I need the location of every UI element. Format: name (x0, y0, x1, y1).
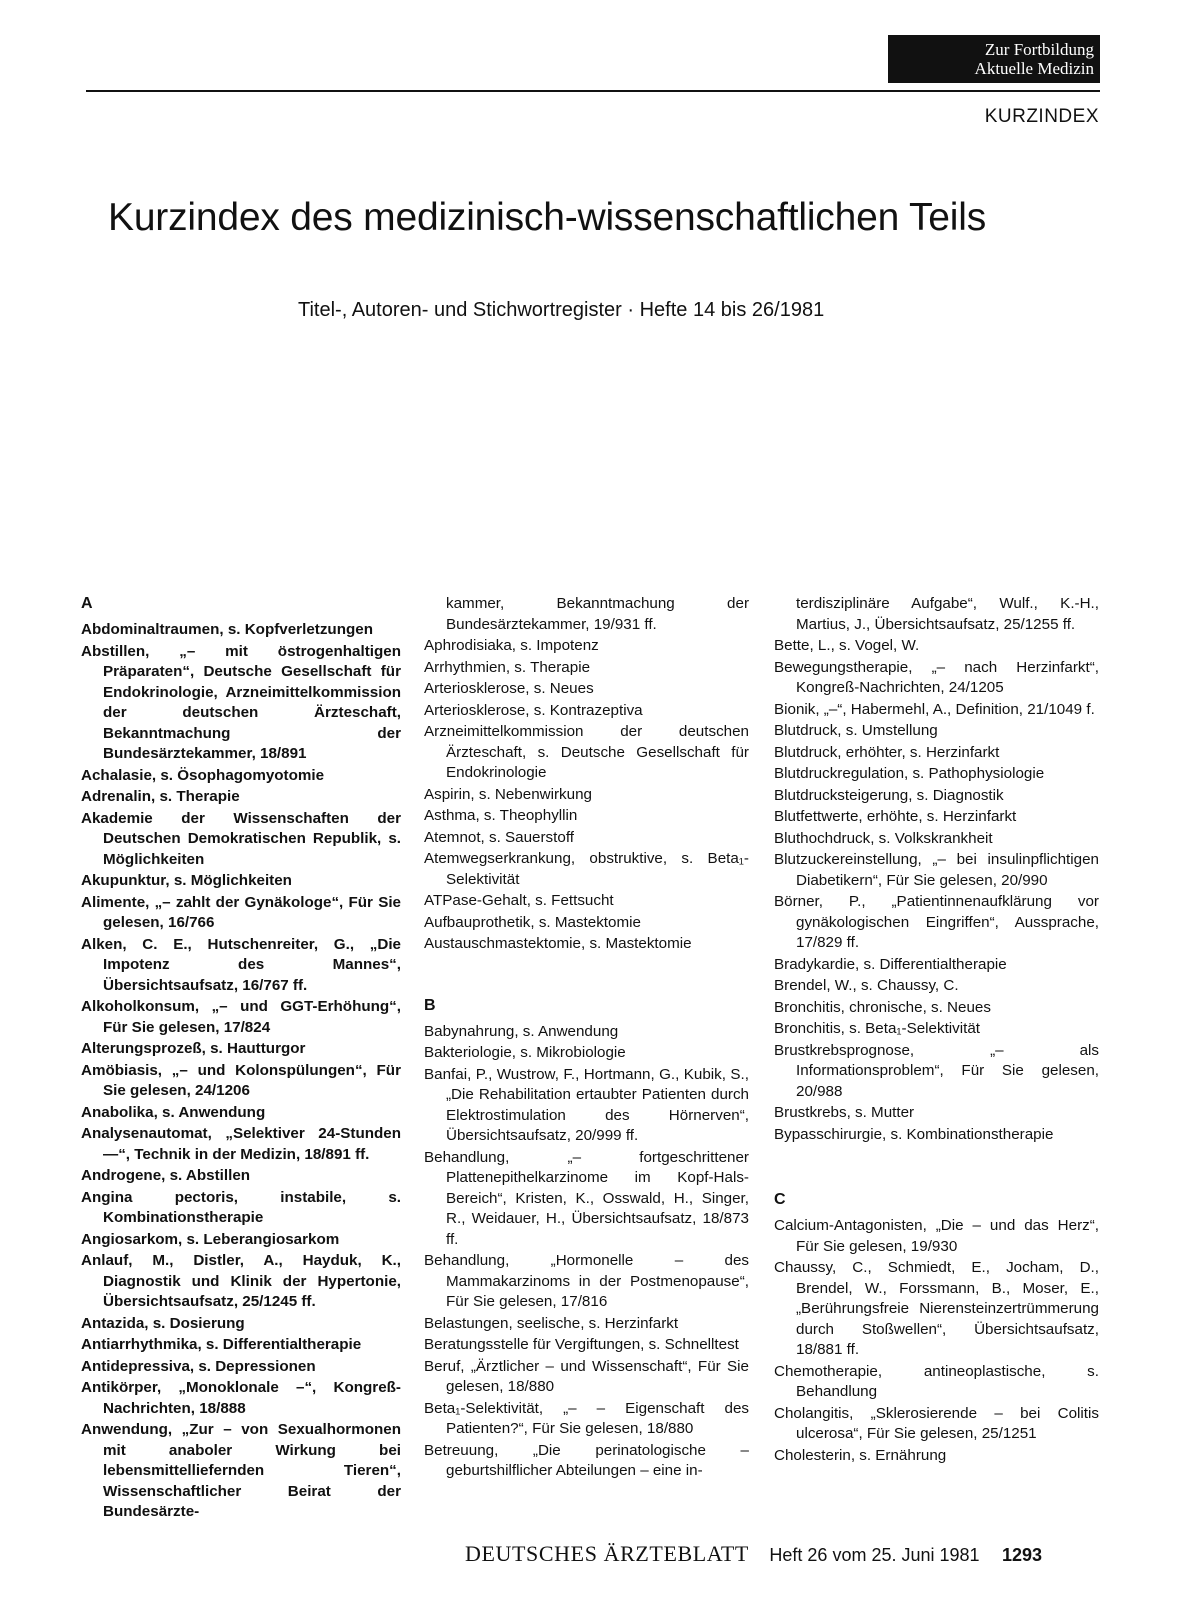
index-entry: Bluthochdruck, s. Volkskrankheit (774, 829, 993, 847)
index-entry: Bronchitis, s. Beta₁-Selektivität (774, 1020, 981, 1037)
issue-info: Heft 26 vom 25. Juni 1981 (769, 1545, 980, 1565)
index-entry-continued: kammer, Bekanntmachung der Bundesärztekammer, 19/931 ff. (446, 595, 749, 633)
index-entry: Cholesterin, s. Ernährung (774, 1446, 947, 1464)
index-entry: Banfai, P., Wustrow, F., Hortmann, G., Kubik, S., „Die Rehabilitation ertaubter Patienten durch Elektrostimulation des Hörnerven“, Übersichtsaufsatz, 20/999 ff. (424, 1065, 749, 1144)
index-entry: Chaussy, C., Schmiedt, E., Jocham, D., Brendel, W., Forssmann, B., Moser, E., „Berührungsfreie Nierensteinzertrümmerung durch Stoßwellen“, Übersichtsaufsatz, 18/881 ff. (774, 1259, 1099, 1358)
index-entry: Abdominaltraumen, s. Kopfverletzungen (81, 621, 373, 638)
journal-name: DEUTSCHES ÄRZTEBLATT (465, 1541, 749, 1566)
section-tag-line1: Zur Fortbildung (984, 40, 1094, 59)
page-footer (465, 1541, 1042, 1567)
index-column-2 (424, 594, 749, 1483)
index-entry: Antazida, s. Dosierung (81, 1314, 245, 1332)
index-entry: Asthma, s. Theophyllin (424, 807, 578, 824)
index-entry: Brustkrebs, s. Mutter (774, 1104, 915, 1121)
index-entry: ATPase-Gehalt, s. Fettsucht (424, 892, 614, 909)
index-entry-continued: terdisziplinäre Aufgabe“, Wulf., K.-H., Martius, J., Übersichtsaufsatz, 25/1255 ff. (796, 595, 1099, 633)
index-entry: Arzneimittelkommission der deutschen Ärzteschaft, s. Deutsche Gesellschaft für Endokrinologie (424, 723, 749, 781)
index-letter-heading: B (424, 996, 436, 1014)
index-entry: Achalasie, s. Ösophagomyotomie (81, 766, 325, 784)
index-column-1 (81, 594, 401, 1524)
index-entry: Antiarrhythmika, s. Differentialtherapie (81, 1336, 362, 1353)
index-entry: Arteriosklerose, s. Kontrazeptiva (424, 701, 643, 719)
index-entry: Aspirin, s. Nebenwirkung (424, 785, 592, 803)
index-entry: Bette, L., s. Vogel, W. (774, 637, 920, 654)
index-entry: Akupunktur, s. Möglichkeiten (81, 872, 292, 889)
index-entry: Abstillen, „– mit östrogenhaltigen Präparaten“, Deutsche Gesellschaft für Endokrinologie, Arzneimittelkommission der deutschen Ärzteschaft, Bekanntmachung der Bundesärztekammer, 18/891 (81, 642, 401, 762)
index-entry: Antikörper, „Monoklonale –“, Kongreß-Nachrichten, 18/888 (81, 1379, 401, 1417)
section-gap (424, 956, 749, 996)
index-entry: Adrenalin, s. Therapie (81, 788, 240, 805)
index-entry: Beratungsstelle für Vergiftungen, s. Schnelltest (424, 1336, 739, 1353)
index-entry: Bronchitis, chronische, s. Neues (774, 998, 991, 1016)
page-subtitle: Titel-, Autoren- und Stichwortregister · Hefte 14 bis 26/1981 (298, 299, 825, 321)
index-entry: Austauschmastektomie, s. Mastektomie (424, 935, 692, 952)
index-entry: Anwendung, „Zur – von Sexualhormonen mit anaboler Wirkung bei lebensmittelliefernden Tieren“, Wissenschaftlicher Beirat der Bundesärzte- (81, 1421, 401, 1520)
index-entry: Alterungsprozeß, s. Hautturgor (81, 1040, 306, 1057)
index-entry: Atemwegserkrankung, obstruktive, s. Beta₁-Selektivität (424, 850, 749, 888)
index-entry: Betreuung, „Die perinatologische – geburtshilflicher Abteilungen – eine in- (424, 1441, 749, 1479)
index-entry: Calcium-Antagonisten, „Die – und das Herz“, Für Sie gelesen, 19/930 (774, 1217, 1099, 1255)
index-entry: Blutzuckereinstellung, „– bei insulinpflichtigen Diabetikern“, Für Sie gelesen, 20/990 (774, 851, 1099, 889)
index-entry: Akademie der Wissenschaften der Deutschen Demokratischen Republik, s. Möglichkeiten (81, 809, 401, 868)
page-number: 1293 (1002, 1545, 1043, 1565)
index-entry: Alken, C. E., Hutschenreiter, G., „Die Impotenz des Mannes“, Übersichtsaufsatz, 16/767 ff. (81, 935, 401, 994)
section-label: KURZINDEX (984, 106, 1099, 127)
index-entry: Alimente, „– zahlt der Gynäkologe“, Für Sie gelesen, 16/766 (81, 893, 401, 931)
index-entry: Behandlung, „Hormonelle – des Mammakarzinoms in der Postmenopause“, Für Sie gelesen, 17/816 (424, 1252, 749, 1310)
index-entry: Anabolika, s. Anwendung (81, 1103, 266, 1121)
page-title: Kurzindex des medizinisch-wissenschaftlichen Teils (108, 196, 987, 239)
index-entry: Antidepressiva, s. Depressionen (81, 1357, 316, 1375)
index-entry: Cholangitis, „Sklerosierende – bei Colitis ulcerosa“, Für Sie gelesen, 25/1251 (774, 1404, 1099, 1442)
index-entry: Atemnot, s. Sauerstoff (424, 828, 574, 846)
index-entry: Brustkrebsprognose, „– als Informationsproblem“, Für Sie gelesen, 20/988 (774, 1041, 1099, 1100)
index-entry: Angina pectoris, instabile, s. Kombinationstherapie (81, 1188, 401, 1226)
index-entry: Blutdrucksteigerung, s. Diagnostik (774, 786, 1004, 804)
index-entry: Blutfettwerte, erhöhte, s. Herzinfarkt (774, 808, 1017, 825)
index-entry: Amöbiasis, „– und Kolonspülungen“, Für Sie gelesen, 24/1206 (81, 1061, 401, 1099)
index-entry: Aphrodisiaka, s. Impotenz (424, 637, 599, 654)
index-entry: Belastungen, seelische, s. Herzinfarkt (424, 1314, 679, 1332)
index-entry: Beta₁-Selektivität, „– – Eigenschaft des Patienten?“, Für Sie gelesen, 18/880 (424, 1399, 749, 1437)
index-entry: Angiosarkom, s. Leberangiosarkom (81, 1230, 340, 1248)
index-letter-heading: C (774, 1191, 786, 1208)
index-letter-heading: A (81, 595, 93, 612)
index-entry: Bionik, „–“, Habermehl, A., Definition, 21/1049 f. (774, 700, 1095, 718)
section-tag (888, 35, 1100, 83)
index-entry: Blutdruck, erhöhter, s. Herzinfarkt (774, 743, 1000, 761)
index-entry: Bradykardie, s. Differentialtherapie (774, 955, 1007, 973)
index-entry: Behandlung, „– fortgeschrittener Plattenepithelkarzinome im Kopf-Hals-Bereich“, Kristen, K., Osswald, H., Singer, R., Weidauer, H., Übersichtsaufsatz, 18/873 ff. (424, 1148, 749, 1248)
index-entry: Börner, P., „Patientinnenaufklärung vor gynäkologischen Eingriffen“, Aussprache, 17/829 ff. (774, 893, 1099, 951)
index-entry: Beruf, „Ärztlicher – und Wissenschaft“, Für Sie gelesen, 18/880 (424, 1357, 749, 1395)
section-gap (774, 1146, 1099, 1190)
section-tag-line2: Aktuelle Medizin (974, 59, 1094, 78)
index-entry: Arteriosklerose, s. Neues (424, 680, 594, 697)
index-entry: Aufbauprothetik, s. Mastektomie (424, 913, 641, 931)
index-entry: Chemotherapie, antineoplastische, s. Behandlung (774, 1362, 1099, 1400)
index-column-3 (774, 594, 1099, 1467)
index-entry: Anlauf, M., Distler, A., Hayduk, K., Diagnostik und Klinik der Hypertonie, Übersichtsaufsatz, 25/1245 ff. (81, 1252, 401, 1310)
index-entry: Alkoholkonsum, „– und GGT-Erhöhung“, Für Sie gelesen, 17/824 (81, 998, 401, 1036)
header-rule (86, 90, 1100, 92)
index-entry: Bewegungstherapie, „– nach Herzinfarkt“, Kongreß-Nachrichten, 24/1205 (774, 658, 1099, 696)
index-entry: Babynahrung, s. Anwendung (424, 1022, 619, 1040)
index-entry: Brendel, W., s. Chaussy, C. (774, 977, 959, 994)
index-entry: Blutdruckregulation, s. Pathophysiologie (774, 765, 1045, 782)
index-entry: Arrhythmien, s. Therapie (424, 658, 591, 676)
index-entry: Analysenautomat, „Selektiver 24-Stunden—“, Technik in der Medizin, 18/891 ff. (81, 1125, 401, 1163)
index-entry: Bypasschirurgie, s. Kombinationstherapie (774, 1125, 1054, 1143)
index-entry: Blutdruck, s. Umstellung (774, 722, 938, 739)
index-entry: Bakteriologie, s. Mikrobiologie (424, 1044, 626, 1061)
index-entry: Androgene, s. Abstillen (81, 1167, 251, 1184)
